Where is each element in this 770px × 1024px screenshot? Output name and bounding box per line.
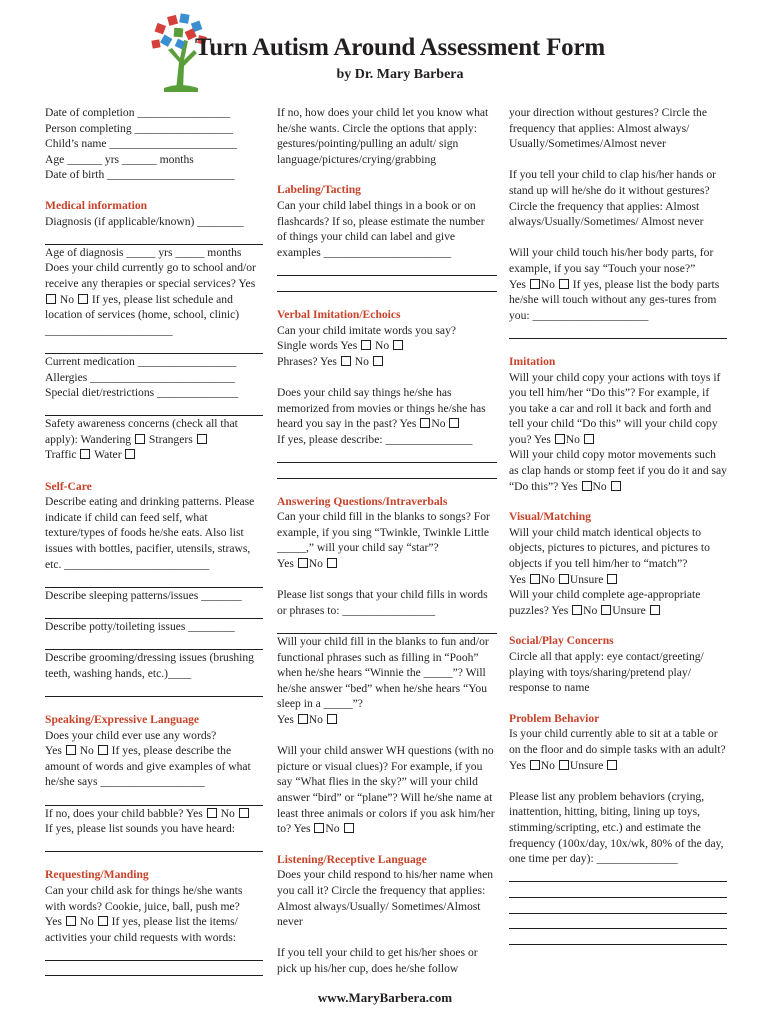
clap-question[interactable]: If you tell your child to clap his/her hands or stand up will he/she do it without gestures? Circle the frequency that applies: Almost always/Usually/Sometimes/ Almost never [509, 168, 717, 229]
checkbox-no[interactable] [98, 916, 108, 926]
form-title: Turn Autism Around Assessment Form [195, 34, 605, 61]
blank-line[interactable] [45, 681, 263, 697]
dob-field[interactable]: Date of birth ______________________ [45, 168, 235, 182]
checkbox-yes[interactable] [298, 714, 308, 724]
school-question: Does your child currently go to school and/or receive any therapies or special services? Yes No If yes, please list schedule and location of services (home, school, clinic) ______________________ [45, 261, 256, 337]
fill-songs-question: Can your child fill in the blanks to songs? For example, if you sing “Twinkle, Twinkle Little _____,” will your child say “star”? Yes No [277, 510, 490, 571]
puzzles-question: Will your child complete age-appropriate puzzles? Yes No Unsure [509, 588, 701, 617]
blank-line[interactable] [45, 635, 263, 651]
blank-line[interactable] [45, 961, 263, 977]
blank-line[interactable] [509, 882, 727, 898]
blank-line[interactable] [509, 914, 727, 930]
diet-field[interactable]: Special diet/restrictions ______________ [45, 386, 239, 400]
direction-question[interactable]: your direction without gestures? Circle the frequency that applies: Almost always/ Usually/Sometimes/Almost never [509, 106, 708, 151]
checkbox-yes[interactable] [420, 418, 430, 428]
imitation-question: Will your child copy your actions with toys if you tell him/her “Do this”? For example, if you take a car and roll it back and forth and tell your child “Do this” will your child copy you? Yes No [509, 370, 721, 446]
checkbox-no[interactable] [559, 574, 569, 584]
checkbox-no[interactable] [78, 294, 88, 304]
blank-line[interactable] [45, 837, 263, 853]
answering-heading: Answering Questions/Intraverbals [277, 494, 448, 508]
verbal-heading: Verbal Imitation/Echoics [277, 308, 401, 322]
checkbox-yes[interactable] [530, 279, 540, 289]
blank-line[interactable] [509, 867, 727, 883]
checkbox-no[interactable] [584, 434, 594, 444]
footer-url[interactable]: www.MaryBarbera.com [317, 990, 453, 1005]
behaviors-question[interactable]: Please list any problem behaviors (crying, inattention, hitting, biting, lining up toys, stimming/scripting, etc.) and estimate the frequency (100x/day, 10x/wk, 80% of the day, one time per day): ______________ [509, 789, 724, 866]
checkbox-no[interactable] [559, 760, 569, 770]
column-left [45, 105, 263, 976]
column-right [509, 105, 727, 945]
touch-question: Will your child touch his/her body parts, for example, if you say “Touch your nose?” Yes No If yes, please list the body parts he/she will touch without any ges-tures from you: ____________________ [509, 246, 720, 322]
eating-question[interactable]: Describe eating and drinking patterns. Please indicate if child can feed self, what texture/types of foods he/she eats. Also list issues with bottles, pacifier, utensils, straws, etc. _________________________ [45, 495, 255, 571]
checkbox-yes[interactable] [66, 745, 76, 755]
blank-line[interactable] [509, 323, 727, 339]
checkbox-yes[interactable] [207, 808, 217, 818]
checkbox-yes[interactable] [46, 294, 56, 304]
checkbox-strangers[interactable] [197, 434, 207, 444]
diagnosis-field[interactable]: Diagnosis (if applicable/known) ________ [45, 214, 244, 228]
checkbox-wandering[interactable] [135, 434, 145, 444]
blank-line[interactable] [45, 338, 263, 354]
verbal-question: Can your child imitate words you say? Single words Yes No Phrases? Yes No [277, 323, 457, 368]
checkbox-yes[interactable] [572, 605, 582, 615]
blank-line[interactable] [277, 447, 497, 463]
safety-question: Safety awareness concerns (check all that apply): Wandering Strangers Traffic Water [45, 417, 238, 462]
memorized-question: Does your child say things he/she has memorized from movies or things he/she has heard you say in the past? Yes No If yes, please describe: _______________ [277, 386, 486, 446]
visual-heading: Visual/Matching [509, 510, 592, 524]
checkbox-no[interactable] [327, 558, 337, 568]
child-name-field[interactable]: Child’s name ______________________ [45, 137, 237, 151]
checkbox-no[interactable] [601, 605, 611, 615]
checkbox-yes[interactable] [314, 823, 324, 833]
blank-line[interactable] [277, 463, 497, 479]
checkbox-yes[interactable] [530, 574, 540, 584]
babble-question: If no, does your child babble? Yes No If yes, please list sounds you have heard: [45, 806, 263, 837]
checkbox-no[interactable] [559, 279, 569, 289]
checkbox-no[interactable] [344, 823, 354, 833]
labeling-heading: Labeling/Tacting [277, 183, 361, 197]
checkbox-no[interactable] [98, 745, 108, 755]
shoes-question[interactable]: If you tell your child to get his/her shoes or pick up his/her cup, does he/she follow [277, 946, 478, 975]
request-question: Can your child ask for things he/she wants with words? Cookie, juice, ball, push me? Yes No If yes, please list the items/ activities your child requests with words: [45, 883, 243, 944]
blank-line[interactable] [509, 898, 727, 914]
songs-question[interactable]: Please list songs that your child fills in words or phrases to: ________________ [277, 588, 488, 617]
checkbox-yes[interactable] [555, 434, 565, 444]
fill-phrases-question: Will your child fill in the blanks to fun and/or functional phrases such as filling in “Pooh” when he/she hears “Winnie the _____”? Will he/she answer “bed” when he/she hears “You sleep in a _____”? Yes No [277, 635, 489, 726]
checkbox-no[interactable] [373, 356, 383, 366]
problem-heading: Problem Behavior [509, 711, 600, 725]
selfcare-heading: Self-Care [45, 479, 92, 493]
checkbox-traffic[interactable] [80, 449, 90, 459]
checkbox-no[interactable] [239, 808, 249, 818]
grooming-question[interactable]: Describe grooming/dressing issues (brushing teeth, washing hands, etc.)____ [45, 651, 254, 680]
labeling-question[interactable]: Can your child label things in a book or on flashcards? If so, please estimate the number of things your child can label and give examples ______________________ [277, 198, 485, 259]
checkbox-yes[interactable] [530, 760, 540, 770]
age-field[interactable]: Age ______ yrs ______ months [45, 152, 194, 166]
listening-heading: Listening/Receptive Language [277, 852, 427, 866]
checkbox-no[interactable] [327, 714, 337, 724]
date-completion-field[interactable]: Date of completion ________________ [45, 106, 231, 119]
social-heading: Social/Play Concerns [509, 634, 614, 648]
checkbox-unsure[interactable] [650, 605, 660, 615]
requesting-heading: Requesting/Manding [45, 868, 149, 882]
blank-line[interactable] [45, 603, 263, 619]
checkbox-water[interactable] [125, 449, 135, 459]
blank-line[interactable] [277, 276, 497, 292]
allergies-field[interactable]: Allergies _________________________ [45, 370, 236, 384]
ifno-question[interactable]: If no, how does your child let you know what he/she wants. Circle the options that apply: gestures/pointing/pulling an adult/ sign language/pictures/crying/grabbing [277, 106, 489, 166]
visual-question: Will your child match identical objects to objects, pictures to pictures, and pictures to objects if you tell him/her to “match”? Yes No Unsure [509, 525, 710, 586]
blank-line[interactable] [45, 790, 263, 806]
blank-line[interactable] [45, 401, 263, 417]
speak-question: Does your child ever use any words? Yes No If yes, please describe the amount of words and give examples of what he/she says __________________ [45, 728, 251, 789]
wh-question: Will your child answer WH questions (with no picture or visual clues)? For example, if you say “What flies in the sky?” will your child answer “bird” or “plane”? Will he/she name at least three animals or colors if you ask him/her to? Yes No [277, 744, 495, 836]
listening-question[interactable]: Does your child respond to his/her name when you call it? Circle the frequency that applies: Almost always/Usually/ Sometimes/Almost never [277, 868, 494, 929]
form-author: by Dr. Mary Barbera [336, 67, 464, 82]
blank-line[interactable] [45, 572, 263, 588]
checkbox-unsure[interactable] [607, 760, 617, 770]
medication-field[interactable]: Current medication _________________ [45, 354, 237, 368]
blank-line[interactable] [45, 945, 263, 961]
blank-line[interactable] [509, 929, 727, 945]
column-middle [277, 105, 497, 976]
sleeping-question[interactable]: Describe sleeping patterns/issues _______ [45, 588, 242, 602]
checkbox-no[interactable] [449, 418, 459, 428]
checkbox-yes[interactable] [298, 558, 308, 568]
speaking-heading: Speaking/Expressive Language [45, 712, 200, 726]
medical-heading: Medical information [45, 198, 148, 212]
checkbox-yes[interactable] [341, 356, 351, 366]
potty-question[interactable]: Describe potty/toileting issues ________ [45, 620, 235, 633]
blank-line[interactable] [277, 618, 497, 634]
checkbox-no[interactable] [393, 340, 403, 350]
imitation-heading: Imitation [509, 354, 556, 368]
sit-question: Is your child currently able to sit at a table or on the floor and do simple tasks with an adult? Yes No Unsure [509, 727, 726, 772]
blank-line[interactable] [277, 260, 497, 276]
motor-question: Will your child copy motor movements such as clap hands or stomp feet if you do it and say “Do this”? Yes No [509, 448, 727, 493]
age-diagnosis-field[interactable]: Age of diagnosis _____ yrs _____ months [45, 245, 242, 259]
checkbox-yes[interactable] [582, 481, 592, 491]
person-completing-field[interactable]: Person completing _________________ [45, 121, 234, 135]
social-question[interactable]: Circle all that apply: eye contact/greeting/ playing with toys/sharing/pretend play/ response to name [509, 650, 704, 695]
blank-line[interactable] [45, 229, 263, 245]
checkbox-unsure[interactable] [607, 574, 617, 584]
checkbox-yes[interactable] [66, 916, 76, 926]
checkbox-no[interactable] [611, 481, 621, 491]
checkbox-yes[interactable] [361, 340, 371, 350]
